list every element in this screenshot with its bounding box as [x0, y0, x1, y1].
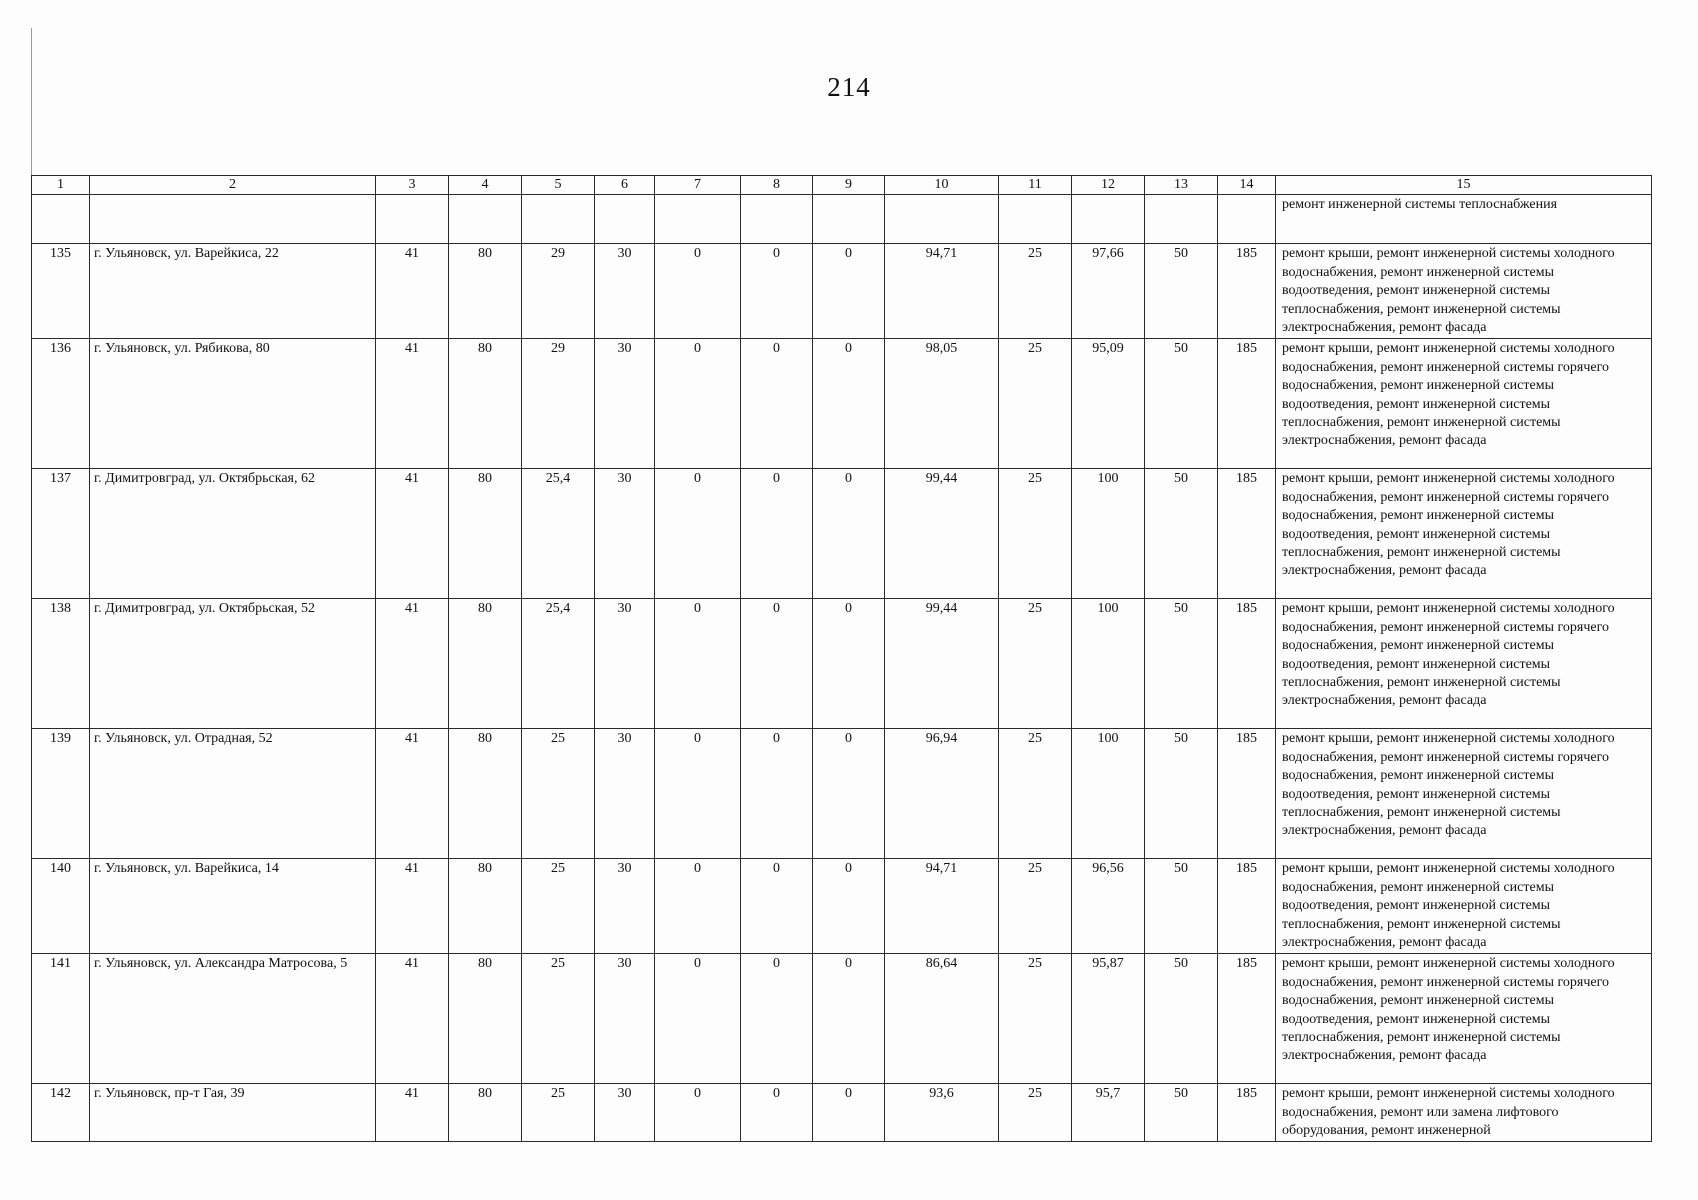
- column-header: 2: [90, 176, 376, 195]
- cell-col11: 25: [999, 339, 1072, 469]
- row-number: 135: [32, 244, 90, 339]
- cell-col8: 0: [741, 244, 813, 339]
- row-number: 138: [32, 599, 90, 729]
- cell-col7: 0: [655, 954, 741, 1084]
- cell-col11: 25: [999, 1084, 1072, 1142]
- table-row: [32, 729, 1652, 859]
- row-number: 136: [32, 339, 90, 469]
- cell-col14: 185: [1218, 339, 1276, 469]
- cell-col13: 50: [1145, 244, 1218, 339]
- cell-col4: 80: [449, 469, 522, 599]
- column-header: 6: [595, 176, 655, 195]
- address: г. Ульяновск, ул. Варейкиса, 14: [90, 859, 376, 954]
- address: г. Димитровград, ул. Октябрьская, 62: [90, 469, 376, 599]
- row-number: 139: [32, 729, 90, 859]
- column-header: 14: [1218, 176, 1276, 195]
- table-body: [32, 176, 1652, 1142]
- works-description: ремонт крыши, ремонт инженерной системы холодного водоснабжения, ремонт инженерной системы горячего водоснабжения, ремонт инженерной системы водоотведения, ремонт инженерной системы теплоснабжения, ремонт инженерной системы электроснабжения, ремонт фасада: [1276, 954, 1652, 1084]
- cell-col6: 30: [595, 599, 655, 729]
- cell-col5: 25,4: [522, 599, 595, 729]
- column-header: 3: [376, 176, 449, 195]
- table-row: [32, 339, 1652, 469]
- cell-col12: 100: [1072, 599, 1145, 729]
- cell-col6: 30: [595, 1084, 655, 1142]
- column-header: 1: [32, 176, 90, 195]
- cell-col11: 25: [999, 599, 1072, 729]
- cell-col10: 94,71: [885, 244, 999, 339]
- cell-col3: 41: [376, 339, 449, 469]
- works-description: ремонт крыши, ремонт инженерной системы холодного водоснабжения, ремонт инженерной системы водоотведения, ремонт инженерной системы теплоснабжения, ремонт инженерной системы электроснабжения, ремонт фасада: [1276, 244, 1652, 339]
- cell-col4: 80: [449, 1084, 522, 1142]
- table-row: [32, 1084, 1652, 1142]
- works-description: ремонт крыши, ремонт инженерной системы холодного водоснабжения, ремонт инженерной системы горячего водоснабжения, ремонт инженерной системы водоотведения, ремонт инженерной системы теплоснабжения, ремонт инженерной системы электроснабжения, ремонт фасада: [1276, 469, 1652, 599]
- works-description: ремонт крыши, ремонт инженерной системы холодного водоснабжения, ремонт инженерной системы водоотведения, ремонт инженерной системы теплоснабжения, ремонт инженерной системы электроснабжения, ремонт фасада: [1276, 859, 1652, 954]
- cell-col5: 25: [522, 1084, 595, 1142]
- cell-col7: 0: [655, 339, 741, 469]
- cell-col10: 96,94: [885, 729, 999, 859]
- cell-col10: 98,05: [885, 339, 999, 469]
- cell-col9: 0: [813, 954, 885, 1084]
- works-description: ремонт крыши, ремонт инженерной системы холодного водоснабжения, ремонт инженерной системы горячего водоснабжения, ремонт инженерной системы водоотведения, ремонт инженерной системы теплоснабжения, ремонт инженерной системы электроснабжения, ремонт фасада: [1276, 729, 1652, 859]
- table-row: [32, 599, 1652, 729]
- column-header: 11: [999, 176, 1072, 195]
- cell-col11: 25: [999, 954, 1072, 1084]
- cell-col14: 185: [1218, 954, 1276, 1084]
- cell-col5: 25: [522, 729, 595, 859]
- table-row: [32, 954, 1652, 1084]
- works-description: ремонт крыши, ремонт инженерной системы холодного водоснабжения, ремонт инженерной системы горячего водоснабжения, ремонт инженерной системы водоотведения, ремонт инженерной системы теплоснабжения, ремонт инженерной системы электроснабжения, ремонт фасада: [1276, 339, 1652, 469]
- cell-col3: 41: [376, 859, 449, 954]
- cell-col4: 80: [449, 599, 522, 729]
- cell-col5: 25: [522, 859, 595, 954]
- row-number: 141: [32, 954, 90, 1084]
- cell-col14: 185: [1218, 469, 1276, 599]
- address: г. Ульяновск, ул. Отрадная, 52: [90, 729, 376, 859]
- row-number: 137: [32, 469, 90, 599]
- cell-col13: 50: [1145, 339, 1218, 469]
- page-number: 214: [827, 72, 871, 102]
- cell-col11: 25: [999, 469, 1072, 599]
- cell-col3: 41: [376, 244, 449, 339]
- cell-col8: 0: [741, 1084, 813, 1142]
- cell-col6: 30: [595, 244, 655, 339]
- cell-col4: 80: [449, 859, 522, 954]
- cell-col6: 30: [595, 469, 655, 599]
- cell-col6: 30: [595, 954, 655, 1084]
- column-header: 7: [655, 176, 741, 195]
- cell-col13: 50: [1145, 859, 1218, 954]
- address: г. Ульяновск, пр-т Гая, 39: [90, 1084, 376, 1142]
- cell-col14: 185: [1218, 859, 1276, 954]
- cell-col7: 0: [655, 599, 741, 729]
- cell-col5: 25,4: [522, 469, 595, 599]
- address: г. Ульяновск, ул. Варейкиса, 22: [90, 244, 376, 339]
- cell-col14: 185: [1218, 729, 1276, 859]
- works-description: ремонт крыши, ремонт инженерной системы холодного водоснабжения, ремонт или замена лифтового оборудования, ремонт инженерной: [1276, 1084, 1652, 1142]
- column-header: 8: [741, 176, 813, 195]
- address: г. Ульяновск, ул. Александра Матросова, 5: [90, 954, 376, 1084]
- cell-col10: 93,6: [885, 1084, 999, 1142]
- cell-col3: 41: [376, 729, 449, 859]
- row-number: 142: [32, 1084, 90, 1142]
- cell-col12: 96,56: [1072, 859, 1145, 954]
- cell-col4: 80: [449, 729, 522, 859]
- cell-col5: 25: [522, 954, 595, 1084]
- cell-col9: 0: [813, 1084, 885, 1142]
- continuation-row: [32, 195, 1652, 244]
- cell-col14: 185: [1218, 1084, 1276, 1142]
- cell-col11: 25: [999, 244, 1072, 339]
- cell-col8: 0: [741, 339, 813, 469]
- cell-col7: 0: [655, 729, 741, 859]
- address: г. Ульяновск, ул. Рябикова, 80: [90, 339, 376, 469]
- cell-col14: 185: [1218, 244, 1276, 339]
- cell-col5: 29: [522, 244, 595, 339]
- table-row: [32, 244, 1652, 339]
- cell-col7: 0: [655, 859, 741, 954]
- cell-col8: 0: [741, 469, 813, 599]
- column-header: 5: [522, 176, 595, 195]
- column-header: 9: [813, 176, 885, 195]
- cell-col13: 50: [1145, 469, 1218, 599]
- address: г. Димитровград, ул. Октябрьская, 52: [90, 599, 376, 729]
- cell-col14: 185: [1218, 599, 1276, 729]
- cell-col12: 95,87: [1072, 954, 1145, 1084]
- cell-col6: 30: [595, 729, 655, 859]
- cell-col9: 0: [813, 244, 885, 339]
- cell-col12: 97,66: [1072, 244, 1145, 339]
- cell-col10: 94,71: [885, 859, 999, 954]
- cell-col7: 0: [655, 244, 741, 339]
- cell-col7: 0: [655, 1084, 741, 1142]
- cell-col3: 41: [376, 469, 449, 599]
- cell-col4: 80: [449, 954, 522, 1084]
- cell-col5: 29: [522, 339, 595, 469]
- cell-col8: 0: [741, 954, 813, 1084]
- cell-col13: 50: [1145, 729, 1218, 859]
- works-continuation: ремонт инженерной системы теплоснабжения: [1276, 195, 1652, 244]
- row-number: 140: [32, 859, 90, 954]
- cell-col3: 41: [376, 599, 449, 729]
- cell-col8: 0: [741, 599, 813, 729]
- cell-col9: 0: [813, 339, 885, 469]
- cell-col6: 30: [595, 859, 655, 954]
- column-header: 13: [1145, 176, 1218, 195]
- cell-col10: 99,44: [885, 469, 999, 599]
- cell-col8: 0: [741, 729, 813, 859]
- cell-col10: 86,64: [885, 954, 999, 1084]
- cell-col13: 50: [1145, 599, 1218, 729]
- cell-col10: 99,44: [885, 599, 999, 729]
- cell-col9: 0: [813, 729, 885, 859]
- cell-col12: 95,7: [1072, 1084, 1145, 1142]
- column-header: 15: [1276, 176, 1652, 195]
- cell-col12: 95,09: [1072, 339, 1145, 469]
- cell-col12: 100: [1072, 469, 1145, 599]
- column-header: 12: [1072, 176, 1145, 195]
- cell-col4: 80: [449, 339, 522, 469]
- cell-col8: 0: [741, 859, 813, 954]
- cell-col3: 41: [376, 954, 449, 1084]
- cell-col7: 0: [655, 469, 741, 599]
- column-number-row: [32, 176, 1652, 195]
- column-header: 4: [449, 176, 522, 195]
- cell-col11: 25: [999, 859, 1072, 954]
- table-row: [32, 469, 1652, 599]
- cell-col4: 80: [449, 244, 522, 339]
- cell-col12: 100: [1072, 729, 1145, 859]
- works-table: [31, 175, 1652, 1142]
- cell-col13: 50: [1145, 1084, 1218, 1142]
- cell-col13: 50: [1145, 954, 1218, 1084]
- cell-col9: 0: [813, 859, 885, 954]
- column-header: 10: [885, 176, 999, 195]
- cell-col11: 25: [999, 729, 1072, 859]
- cell-col9: 0: [813, 469, 885, 599]
- table-row: [32, 859, 1652, 954]
- cell-col9: 0: [813, 599, 885, 729]
- cell-col3: 41: [376, 1084, 449, 1142]
- cell-col6: 30: [595, 339, 655, 469]
- works-description: ремонт крыши, ремонт инженерной системы холодного водоснабжения, ремонт инженерной системы горячего водоснабжения, ремонт инженерной системы водоотведения, ремонт инженерной системы теплоснабжения, ремонт инженерной системы электроснабжения, ремонт фасада: [1276, 599, 1652, 729]
